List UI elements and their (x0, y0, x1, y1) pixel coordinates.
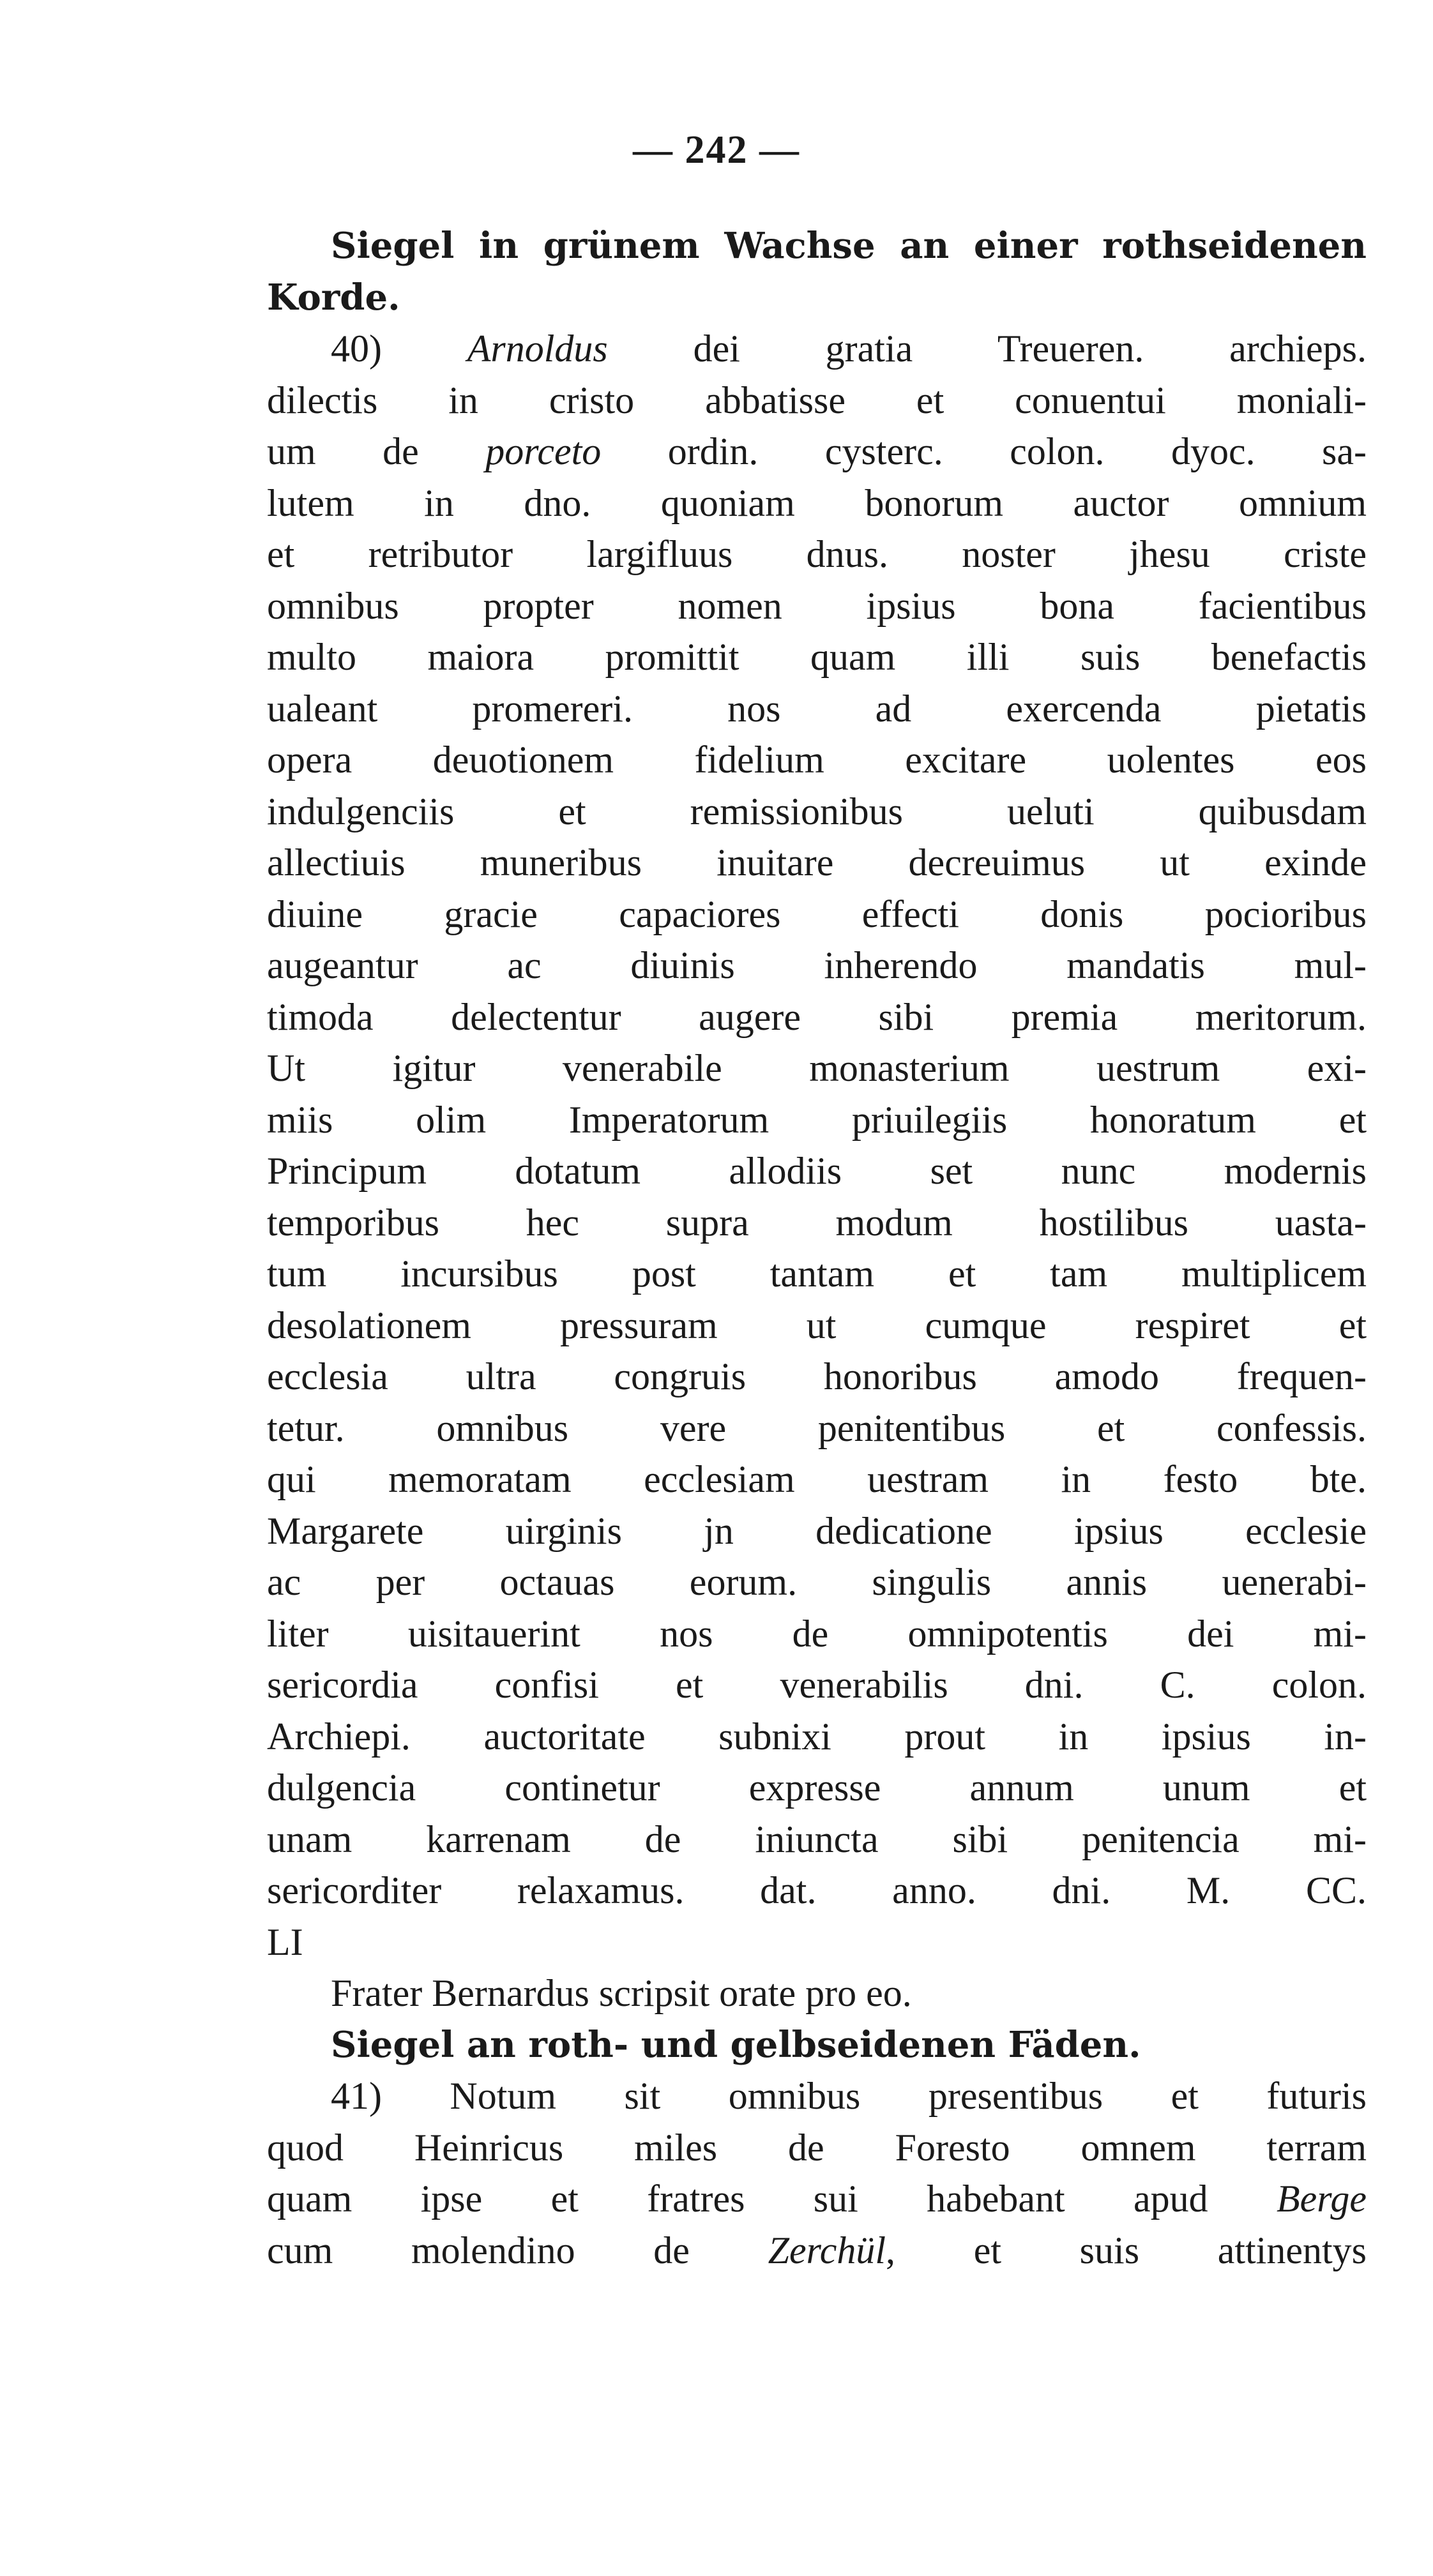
text-segment: allectiuis muneribus inuitare decreuimus ut exinde (267, 841, 1367, 884)
text-segment: Archiepi. auctoritate subnixi prout in ipsius in- (267, 1715, 1367, 1758)
text-line (267, 1454, 1367, 1505)
text-line (267, 1403, 1367, 1454)
text-segment: ecclesia ultra congruis honoribus amodo frequen- (267, 1355, 1367, 1397)
text-line (267, 2019, 1367, 2071)
text-segment: dulgencia continetur expresse annum unum et (267, 1766, 1367, 1809)
text-line (267, 1197, 1367, 1249)
text-segment: lutem in dno. quoniam bonorum auctor omnium (267, 481, 1367, 524)
text-segment: 41) Notum sit omnibus presentibus et futuris (331, 2075, 1367, 2117)
text-line (267, 2122, 1367, 2174)
text-line (267, 1505, 1367, 1557)
text-segment: cum molendino de (267, 2229, 768, 2271)
text-line (267, 2070, 1367, 2122)
text-segment: desolationem pressuram ut cumque respiret et (267, 1304, 1367, 1346)
text-line (267, 580, 1367, 632)
text-segment: Margarete uirginis jn dedicatione ipsius ecclesie (267, 1509, 1367, 1552)
text-line (267, 529, 1367, 580)
italic-text: Arnoldus (467, 328, 608, 370)
text-segment: dei gratia Treueren. archieps. (607, 328, 1367, 370)
text-segment: liter uisitauerint nos de omnipotentis dei mi- (267, 1612, 1367, 1655)
text-segment: dilectis in cristo abbatisse et conuentui moniali- (267, 379, 1367, 421)
text-segment: um de (267, 430, 486, 472)
italic-text: Zerchül (768, 2229, 886, 2271)
text-line (267, 1300, 1367, 1352)
text-line (267, 940, 1367, 991)
text-line (267, 1917, 1367, 1968)
text-segment: timoda delectentur augere sibi premia meritorum. (267, 995, 1367, 1038)
text-line (267, 478, 1367, 529)
text-line (267, 786, 1367, 838)
text-segment: LI (267, 1920, 303, 1963)
text-segment: Siegel an roth- und gelbseidenen Fäden. (331, 2023, 1141, 2066)
text-segment: sericorditer relaxamus. dat. anno. dni. M. CC. (267, 1869, 1367, 1911)
document-body (267, 220, 1367, 2276)
text-segment: et retributor largifluus dnus. noster jhesu criste (267, 533, 1367, 575)
text-segment: sericordia confisi et venerabilis dni. C. colon. (267, 1664, 1367, 1706)
text-line (267, 426, 1367, 478)
text-line (267, 1145, 1367, 1197)
text-segment: 40) (331, 328, 467, 370)
text-line (267, 2225, 1367, 2277)
italic-text: porceto (485, 430, 602, 472)
text-line (267, 1351, 1367, 1403)
text-line (267, 734, 1367, 786)
text-line (267, 1659, 1367, 1711)
text-segment: opera deuotionem fidelium excitare uolentes eos (267, 739, 1367, 781)
text-line (267, 1608, 1367, 1660)
text-segment: omnibus propter nomen ipsius bona facientibus (267, 584, 1367, 627)
text-segment: diuine gracie capaciores effecti donis pocioribus (267, 893, 1367, 935)
text-line (267, 272, 1367, 324)
text-segment: quod Heinricus miles de Foresto omnem terram (267, 2126, 1367, 2169)
text-segment: quam ipse et fratres sui habebant apud (267, 2178, 1277, 2220)
text-line (267, 1814, 1367, 1865)
text-line (267, 991, 1367, 1043)
text-line (267, 1556, 1367, 1608)
text-segment: multo maiora promittit quam illi suis benefactis (267, 636, 1367, 678)
text-segment: miis olim Imperatorum priuilegiis honoratum et (267, 1098, 1367, 1141)
text-line (267, 1711, 1367, 1763)
text-line (267, 1762, 1367, 1814)
text-segment: unam karrenam de iniuncta sibi penitencia mi- (267, 1818, 1367, 1860)
text-line (267, 375, 1367, 426)
text-line (267, 220, 1367, 272)
text-segment: qui memoratam ecclesiam uestram in festo bte. (267, 1458, 1367, 1500)
text-segment: tetur. omnibus vere penitentibus et confessis. (267, 1406, 1367, 1449)
text-segment: ualeant promereri. nos ad exercenda pietatis (267, 687, 1367, 730)
text-line (267, 683, 1367, 735)
text-segment: temporibus hec supra modum hostilibus uasta- (267, 1201, 1367, 1244)
text-segment: ac per octauas eorum. singulis annis uenerabi- (267, 1561, 1367, 1603)
text-segment: ordin. cysterc. colon. dyoc. sa- (601, 430, 1367, 472)
page-number: — 242 — (633, 128, 800, 172)
text-segment: Ut igitur venerabile monasterium uestrum exi- (267, 1047, 1367, 1089)
text-segment: tum incursibus post tantam et tam multiplicem (267, 1253, 1367, 1295)
text-segment: , et suis attinentys (886, 2229, 1367, 2271)
text-segment: indulgenciis et remissionibus ueluti quibusdam (267, 790, 1367, 832)
italic-text: Berge (1276, 2178, 1367, 2220)
text-segment: Korde. (267, 276, 400, 319)
text-line (267, 323, 1367, 375)
text-segment: augeantur ac diuinis inherendo mandatis mul- (267, 944, 1367, 986)
text-line (267, 1865, 1367, 1917)
text-line (267, 889, 1367, 940)
text-line (267, 1043, 1367, 1094)
text-line (267, 1248, 1367, 1300)
text-line (267, 837, 1367, 889)
text-segment: Siegel in grünem Wachse an einer rothseidenen (331, 225, 1367, 267)
text-line (267, 631, 1367, 683)
text-line (267, 1094, 1367, 1146)
text-segment: Frater Bernardus scripsit orate pro eo. (331, 1972, 912, 2014)
text-segment: Principum dotatum allodiis set nunc modernis (267, 1150, 1367, 1192)
text-line (267, 1968, 1367, 2019)
text-line (267, 2173, 1367, 2225)
